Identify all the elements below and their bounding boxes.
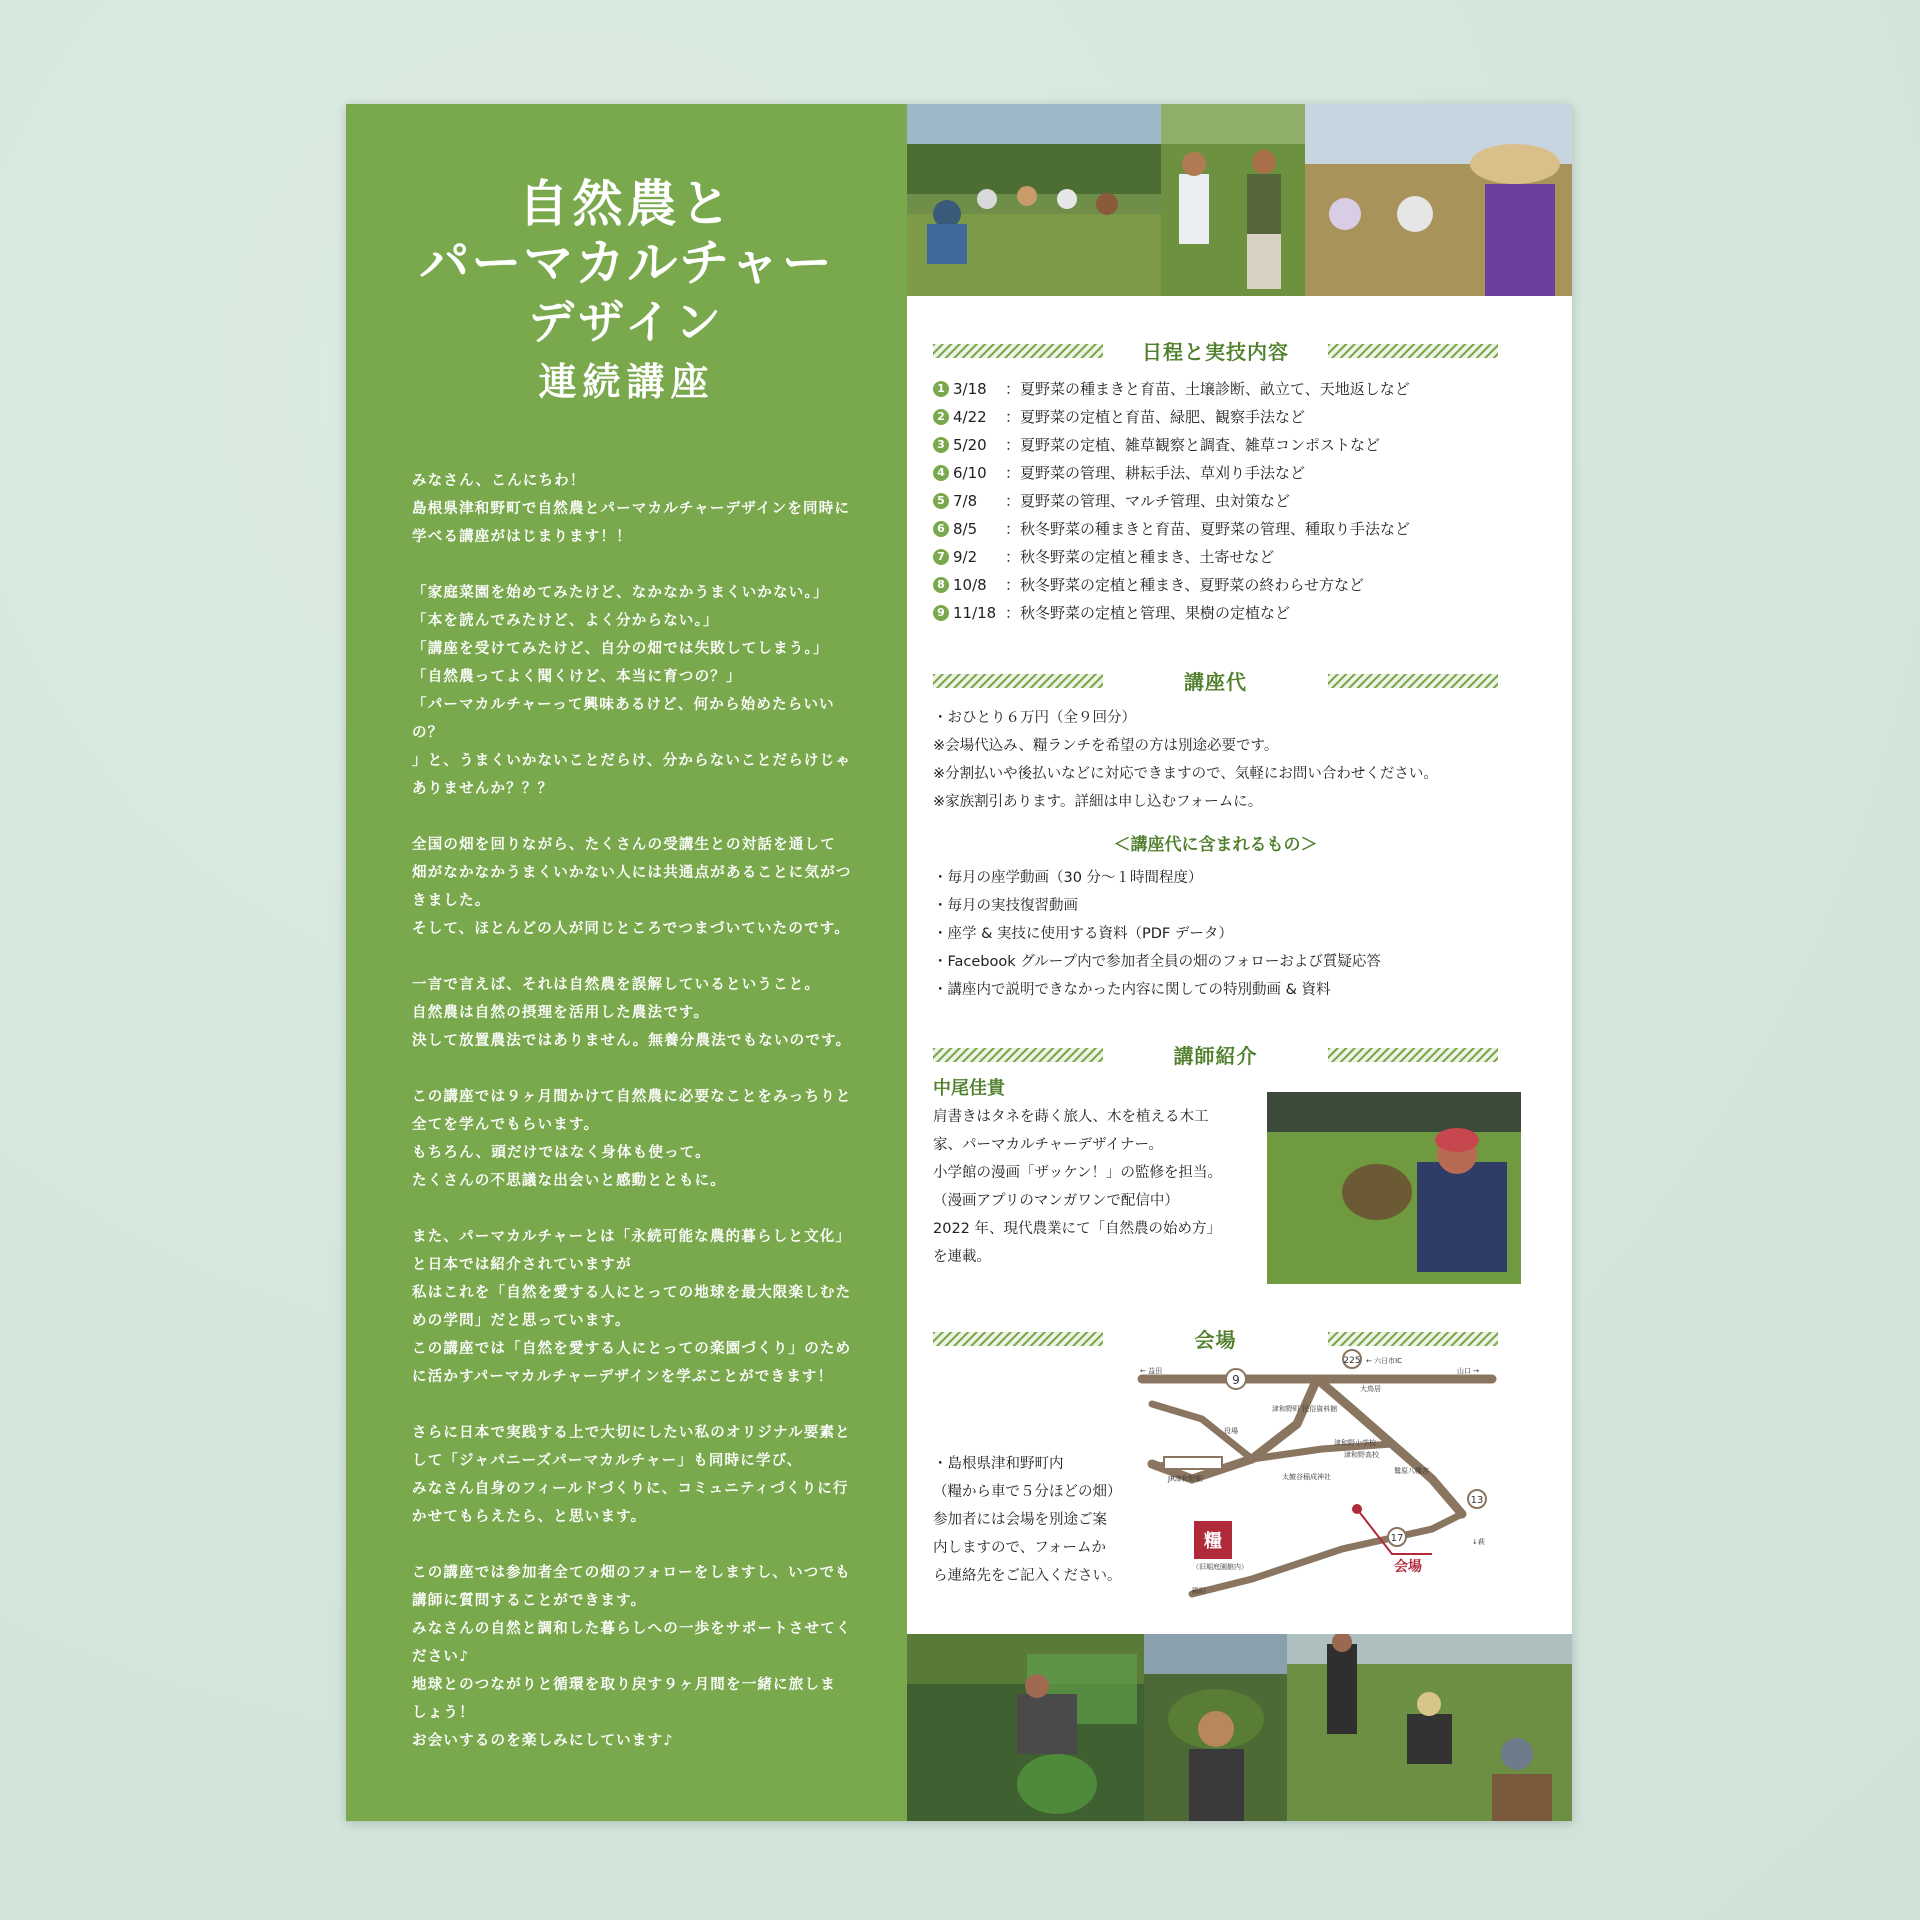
- map-label-shrine: 太皷谷稲成神社: [1282, 1473, 1331, 1481]
- teacher-title: 講師紹介: [1173, 1044, 1258, 1068]
- schedule-row: [933, 403, 1533, 431]
- schedule-date: 11/18: [953, 604, 997, 622]
- schedule-date: 8/5: [953, 520, 978, 538]
- schedule-content: ：夏野菜の管理、マルチ管理、虫対策など: [1005, 492, 1291, 510]
- top-photo-strip: [907, 104, 1572, 296]
- includes-item: ・毎月の実技復習動画: [933, 898, 1078, 914]
- schedule-row: [933, 543, 1533, 571]
- right-column: [907, 104, 1572, 1821]
- map-label-otorii: 大鳥居: [1360, 1385, 1381, 1393]
- fee-line: ※分割払いや後払いなどに対応できますので、気軽にお問い合わせください。: [933, 766, 1438, 782]
- schedule-content: ：秋冬野菜の定植と管理、果樹の定植など: [1005, 604, 1291, 622]
- schedule-heading: [933, 340, 1498, 364]
- map-label-kate-sub: （旧堀庭園館内）: [1192, 1563, 1248, 1571]
- schedule-number-badge: 7: [933, 549, 949, 565]
- map-route-13: 13: [1470, 1495, 1484, 1506]
- schedule-number-badge: 1: [933, 381, 949, 397]
- title-line-4: 連続講座: [538, 360, 715, 404]
- schedule-content: ：秋冬野菜の定植と種まき、夏野菜の終わらせ方など: [1005, 576, 1364, 594]
- kate-logo-text: 糧: [1204, 1531, 1222, 1552]
- fee-title: 講座代: [1184, 670, 1247, 694]
- schedule-date: 7/8: [953, 492, 978, 510]
- fee-list: [933, 704, 1533, 816]
- title-line-2: パーマカルチャー: [419, 234, 834, 292]
- flyer-title: [346, 174, 907, 412]
- bottom-photo-strip: [907, 1634, 1572, 1821]
- map-label-yamaguchi: 山口 →: [1457, 1367, 1480, 1375]
- photo-hat-gardener: [1305, 104, 1572, 296]
- teacher-name: 中尾佳貴: [933, 1078, 1005, 1099]
- schedule-date: 10/8: [953, 576, 987, 594]
- schedule-number-badge: 4: [933, 465, 949, 481]
- schedule-date: 5/20: [953, 436, 987, 454]
- schedule-row: [933, 375, 1533, 403]
- schedule-content: ：夏野菜の定植と育苗、緑肥、観察手法など: [1005, 408, 1306, 426]
- schedule-number-badge: 2: [933, 409, 949, 425]
- schedule-number-badge: 3: [933, 437, 949, 453]
- intro-text: みなさん、こんにちわ！ 島根県津和野町で自然農とパーマカルチャーデザインを同時に 学べる講座がはじまります！！ 「家庭菜園を始めてみたけど、なかなかうまくいかない。」 「本を読んでみたけど、よく分からない。」 「講座を受けてみたけど、自分の畑では失敗してしまう。」 「自然農ってよく聞くけど、本当に育つの？」 「パーマカルチャーって興味あるけど、何から始めたらいいの？ 」と、うまくいかないことだらけ、分からないことだらけじゃ ありませんか？？？ 全国の畑を回りながら、たくさんの受講生との対話を通して 畑がなかなかうまくいかない人には共通点があることに気がつ きました。 そして、ほとんどの人が同じところでつまづいていたのです。 一言で言えば、それは自然農を誤解しているということ。 自然農は自然の摂理を活用した農法です。 決して放置農法ではありません。無養分農法でもないのです。 この講座では９ヶ月間かけて自然農に必要なことをみっちりと 全てを学んでもらいます。 もちろん、頭だけではなく身体も使って。 たくさんの不思議な出会いと感動とともに。 また、パーマカルチャーとは「永続可能な農的暮らしと文化」 と日本では紹介されていますが 私はこれを「自然を愛する人にとっての地球を最大限楽しむた めの学問」だと思っています。 この講座では「自然を愛する人にとっての楽園づくり」のため に活かすパーマカルチャーデザインを学ぶことができます！ さらに日本で実践する上で大切にしたい私のオリジナル要素と して「ジャパニーズパーマカルチャー」も同時に学び、 みなさん自身のフィールドづくりに、コミュニティづくりに行 かせてもらえたら、と思います。 この講座では参加者全ての畑のフォローをしますし、いつでも 講師に質問することができます。 みなさんの自然と調和した暮らしへの一歩をサポートさせてく ださい♪ 地球とのつながりと循環を取り戻す９ヶ月間を一緒に旅しま しょう！ お会いするのを楽しみにしています♪: [412, 473, 852, 1749]
- teacher-bio: 肩書きはタネを蒔く旅人、木を植える木工 家、パーマカルチャーデザイナー。 小学館の漫画「ザッケン！」の監修を担当。 （漫画アプリのマンガワンで配信中） 2022 年、現代農業にて「自然農の始め方」 を連載。: [933, 1109, 1222, 1265]
- map-label-museum: 津和野町 民俗資料館: [1272, 1405, 1338, 1413]
- includes-list: [933, 864, 1533, 1004]
- fee-line: ・おひとり６万円（全９回分）: [933, 710, 1136, 726]
- schedule-row: [933, 459, 1533, 487]
- flyer-sheet: [346, 104, 1572, 1821]
- fee-heading: [933, 670, 1498, 694]
- map-label-townhall: 役場: [1224, 1427, 1238, 1435]
- teacher-photo: [1267, 1092, 1521, 1284]
- schedule-number-badge: 8: [933, 577, 949, 593]
- schedule-date: 4/22: [953, 408, 987, 426]
- schedule-date: 3/18: [953, 380, 987, 398]
- schedule-row: [933, 487, 1533, 515]
- includes-item: ・毎月の座学動画（30 分〜１時間程度）: [933, 870, 1203, 886]
- title-line-1: 自然農と: [518, 175, 735, 233]
- map-label-elementary: 津和野小学校: [1334, 1439, 1376, 1447]
- fee-line: ※会場代込み、糧ランチを希望の方は別途必要です。: [933, 738, 1279, 754]
- schedule-row: [933, 571, 1533, 599]
- schedule-date: 9/2: [953, 548, 978, 566]
- venue-map: [1132, 1349, 1502, 1599]
- map-label-masuda: ← 益田: [1140, 1367, 1163, 1375]
- map-label-highschool: 津和野高校: [1344, 1451, 1379, 1459]
- left-column: [346, 104, 907, 1821]
- map-route-17: 17: [1390, 1533, 1404, 1544]
- fee-line: ※家族割引あります。詳細は申し込むフォームに。: [933, 794, 1263, 810]
- hatch-decoration: [1328, 344, 1498, 358]
- includes-item: ・講座内で説明できなかった内容に関しての特別動画 & 資料: [933, 982, 1331, 998]
- teacher-heading: [933, 1044, 1498, 1068]
- venue-title: 会場: [1194, 1328, 1237, 1352]
- schedule-date: 6/10: [953, 464, 987, 482]
- schedule-content: ：秋冬野菜の定植と種まき、土寄せなど: [1005, 548, 1275, 566]
- schedule-number-badge: 6: [933, 521, 949, 537]
- schedule-row: [933, 515, 1533, 543]
- schedule-content: ：夏野菜の定植、雑草観察と調査、雑草コンポストなど: [1005, 436, 1381, 454]
- map-label-washibara: 鷲原八幡宮: [1394, 1467, 1429, 1475]
- schedule-title: 日程と実技内容: [1142, 340, 1289, 364]
- includes-item: ・座学 & 実技に使用する資料（PDF データ）: [933, 926, 1233, 942]
- map-label-rokuhi: ← 六日市IC: [1366, 1357, 1403, 1365]
- map-route-9: 9: [1232, 1373, 1240, 1387]
- schedule-content: ：秋冬野菜の種まきと育苗、夏野菜の管理、種取り手法など: [1005, 520, 1411, 538]
- map-label-hagi: ↓萩: [1472, 1538, 1485, 1546]
- schedule-content: ：夏野菜の種まきと育苗、土壌診断、畝立て、天地返しなど: [1005, 380, 1410, 398]
- title-line-3: デザイン: [528, 295, 725, 349]
- map-label-tonogaoka: 殿町: [1192, 1587, 1206, 1595]
- venue-text: ・島根県津和野町内 （糧から車で５分ほどの畑） 参加者には会場を別途ご案 内しますので、フォームか ら連絡先をご記入ください。: [933, 1456, 1122, 1584]
- photo-group-seated-field: [907, 104, 1161, 296]
- photo-standing-people: [1161, 104, 1305, 296]
- hatch-decoration: [1328, 1048, 1498, 1062]
- hatch-decoration: [1328, 1332, 1498, 1346]
- includes-item: ・Facebook グループ内で参加者全員の畑のフォローおよび質疑応答: [933, 954, 1381, 970]
- photo-field-kneeling: [1287, 1634, 1572, 1821]
- map-venue-label: 会場: [1394, 1559, 1422, 1575]
- schedule-row: [933, 599, 1533, 627]
- map-route-225: 225: [1343, 1356, 1361, 1366]
- map-label-station: JR津和野駅: [1168, 1475, 1203, 1483]
- includes-title: ＜講座代に含まれるもの＞: [1113, 835, 1318, 855]
- schedule-number-badge: 5: [933, 493, 949, 509]
- hatch-decoration: [1328, 674, 1498, 688]
- schedule-row: [933, 431, 1533, 459]
- schedule-number-badge: 9: [933, 605, 949, 621]
- photo-planting: [907, 1634, 1144, 1821]
- schedule-list: [933, 375, 1533, 627]
- photo-leaf-crown: [1144, 1634, 1287, 1821]
- schedule-content: ：夏野菜の管理、耕耘手法、草刈り手法など: [1005, 464, 1306, 482]
